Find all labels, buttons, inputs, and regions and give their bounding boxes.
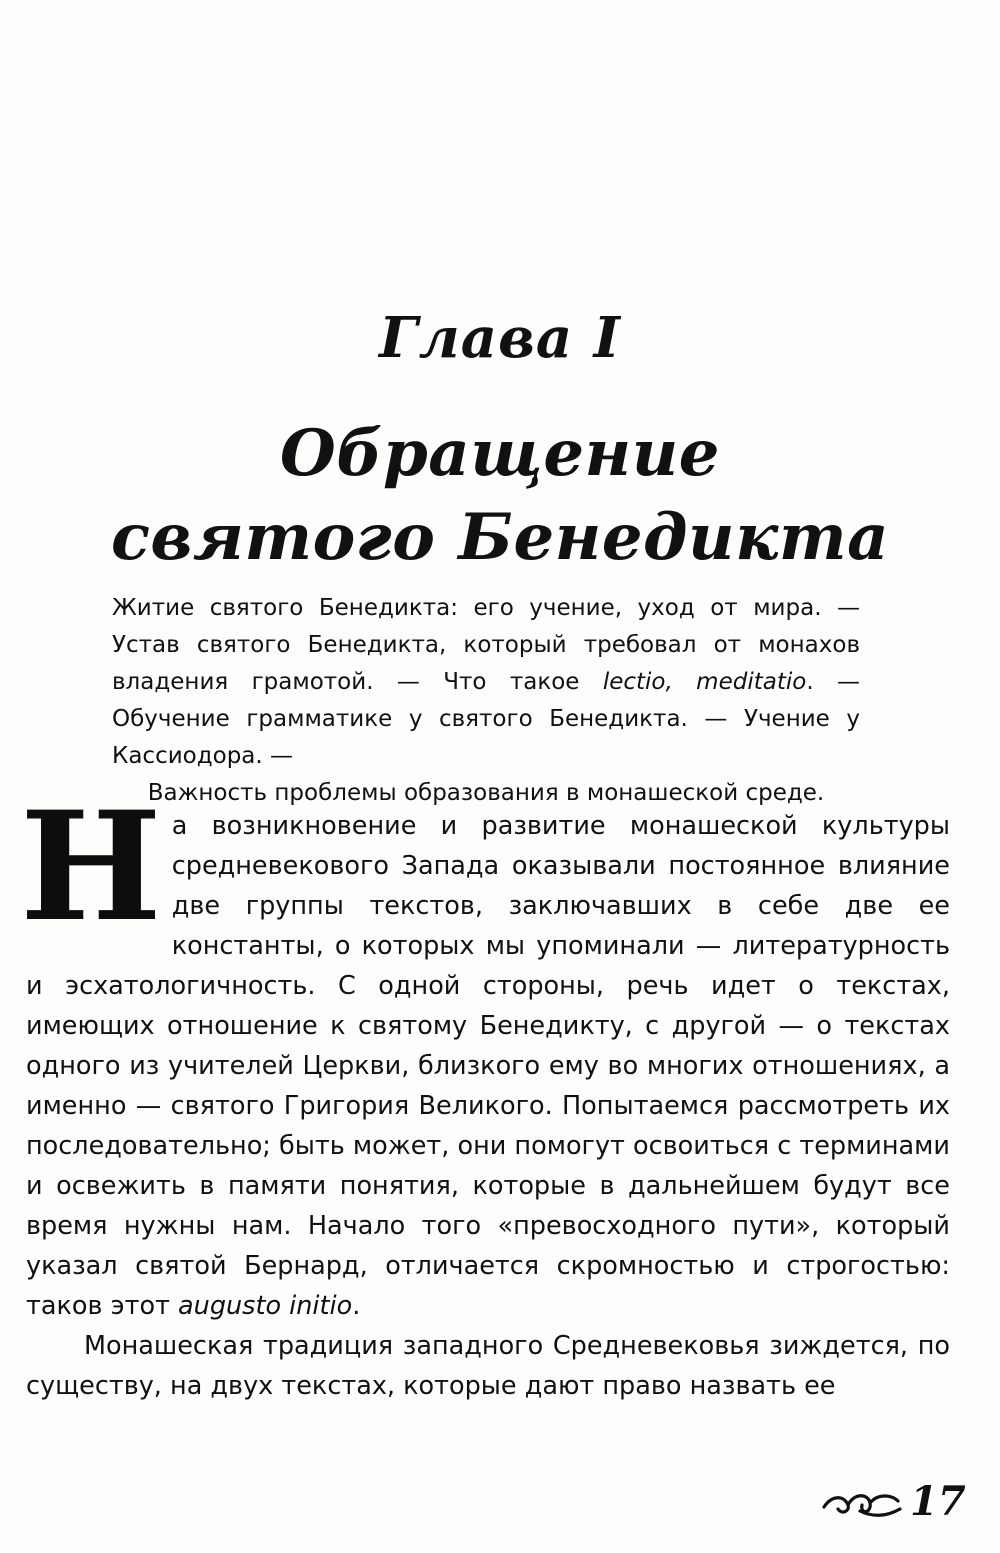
paragraph-1-italic: augusto initio [178,1291,353,1321]
chapter-title-line-2: святого Бенедикта [110,500,890,575]
summary-italic-terms: lectio, meditatio [602,669,807,695]
chapter-label: Глава I [379,305,621,371]
summary-last-line: Важность проблемы образования в монашеской среде. [147,780,825,806]
chapter-title [0,412,1000,580]
paragraph-1-text: а возникновение и развитие монашеской культуры средневекового Запада оказывали постоянное влияние две группы текстов, заключавших в себе две ее константы, о которых мы упоминали — литературность и эсхатологичность. С одной стороны, речь идет о текстах, имеющих отношение к святому Бенедикту, с другой — о текстах одного из учителей Церкви, близкого ему во многих отношениях, а именно — святого Григория Великого. Попытаемся рассмотреть их последовательно; быть может, они помогут освоиться с терминами и освежить в памяти понятия, которые в дальнейшем будут все время нужны нам. Начало того «превосходного пути», который указал святой Бернард, отличается скромностью и строгостью: таков этот [26,811,950,1321]
flourish-ornament-icon [820,1487,904,1521]
drop-cap: Н [20,779,162,955]
summary-text-2: . — Обучение грамматике у святого Бенедикта. — Учение у Кассиодора. — [112,669,860,769]
page-number: 17 [910,1478,966,1525]
paragraph-1-end: . [352,1291,361,1321]
chapter-summary [112,590,860,812]
summary-text-1: Житие святого Бенедикта: его учение, уход от мира. — Устав святого Бенедикта, который требовал от монахов владения грамотой. — Что такое [112,595,860,695]
chapter-title-line-1: Обращение [280,416,720,491]
paragraph-2: Монашеская традиция западного Средневековья зиждется, по существу, на двух текстах, которые дают право назвать ее [26,1331,950,1401]
